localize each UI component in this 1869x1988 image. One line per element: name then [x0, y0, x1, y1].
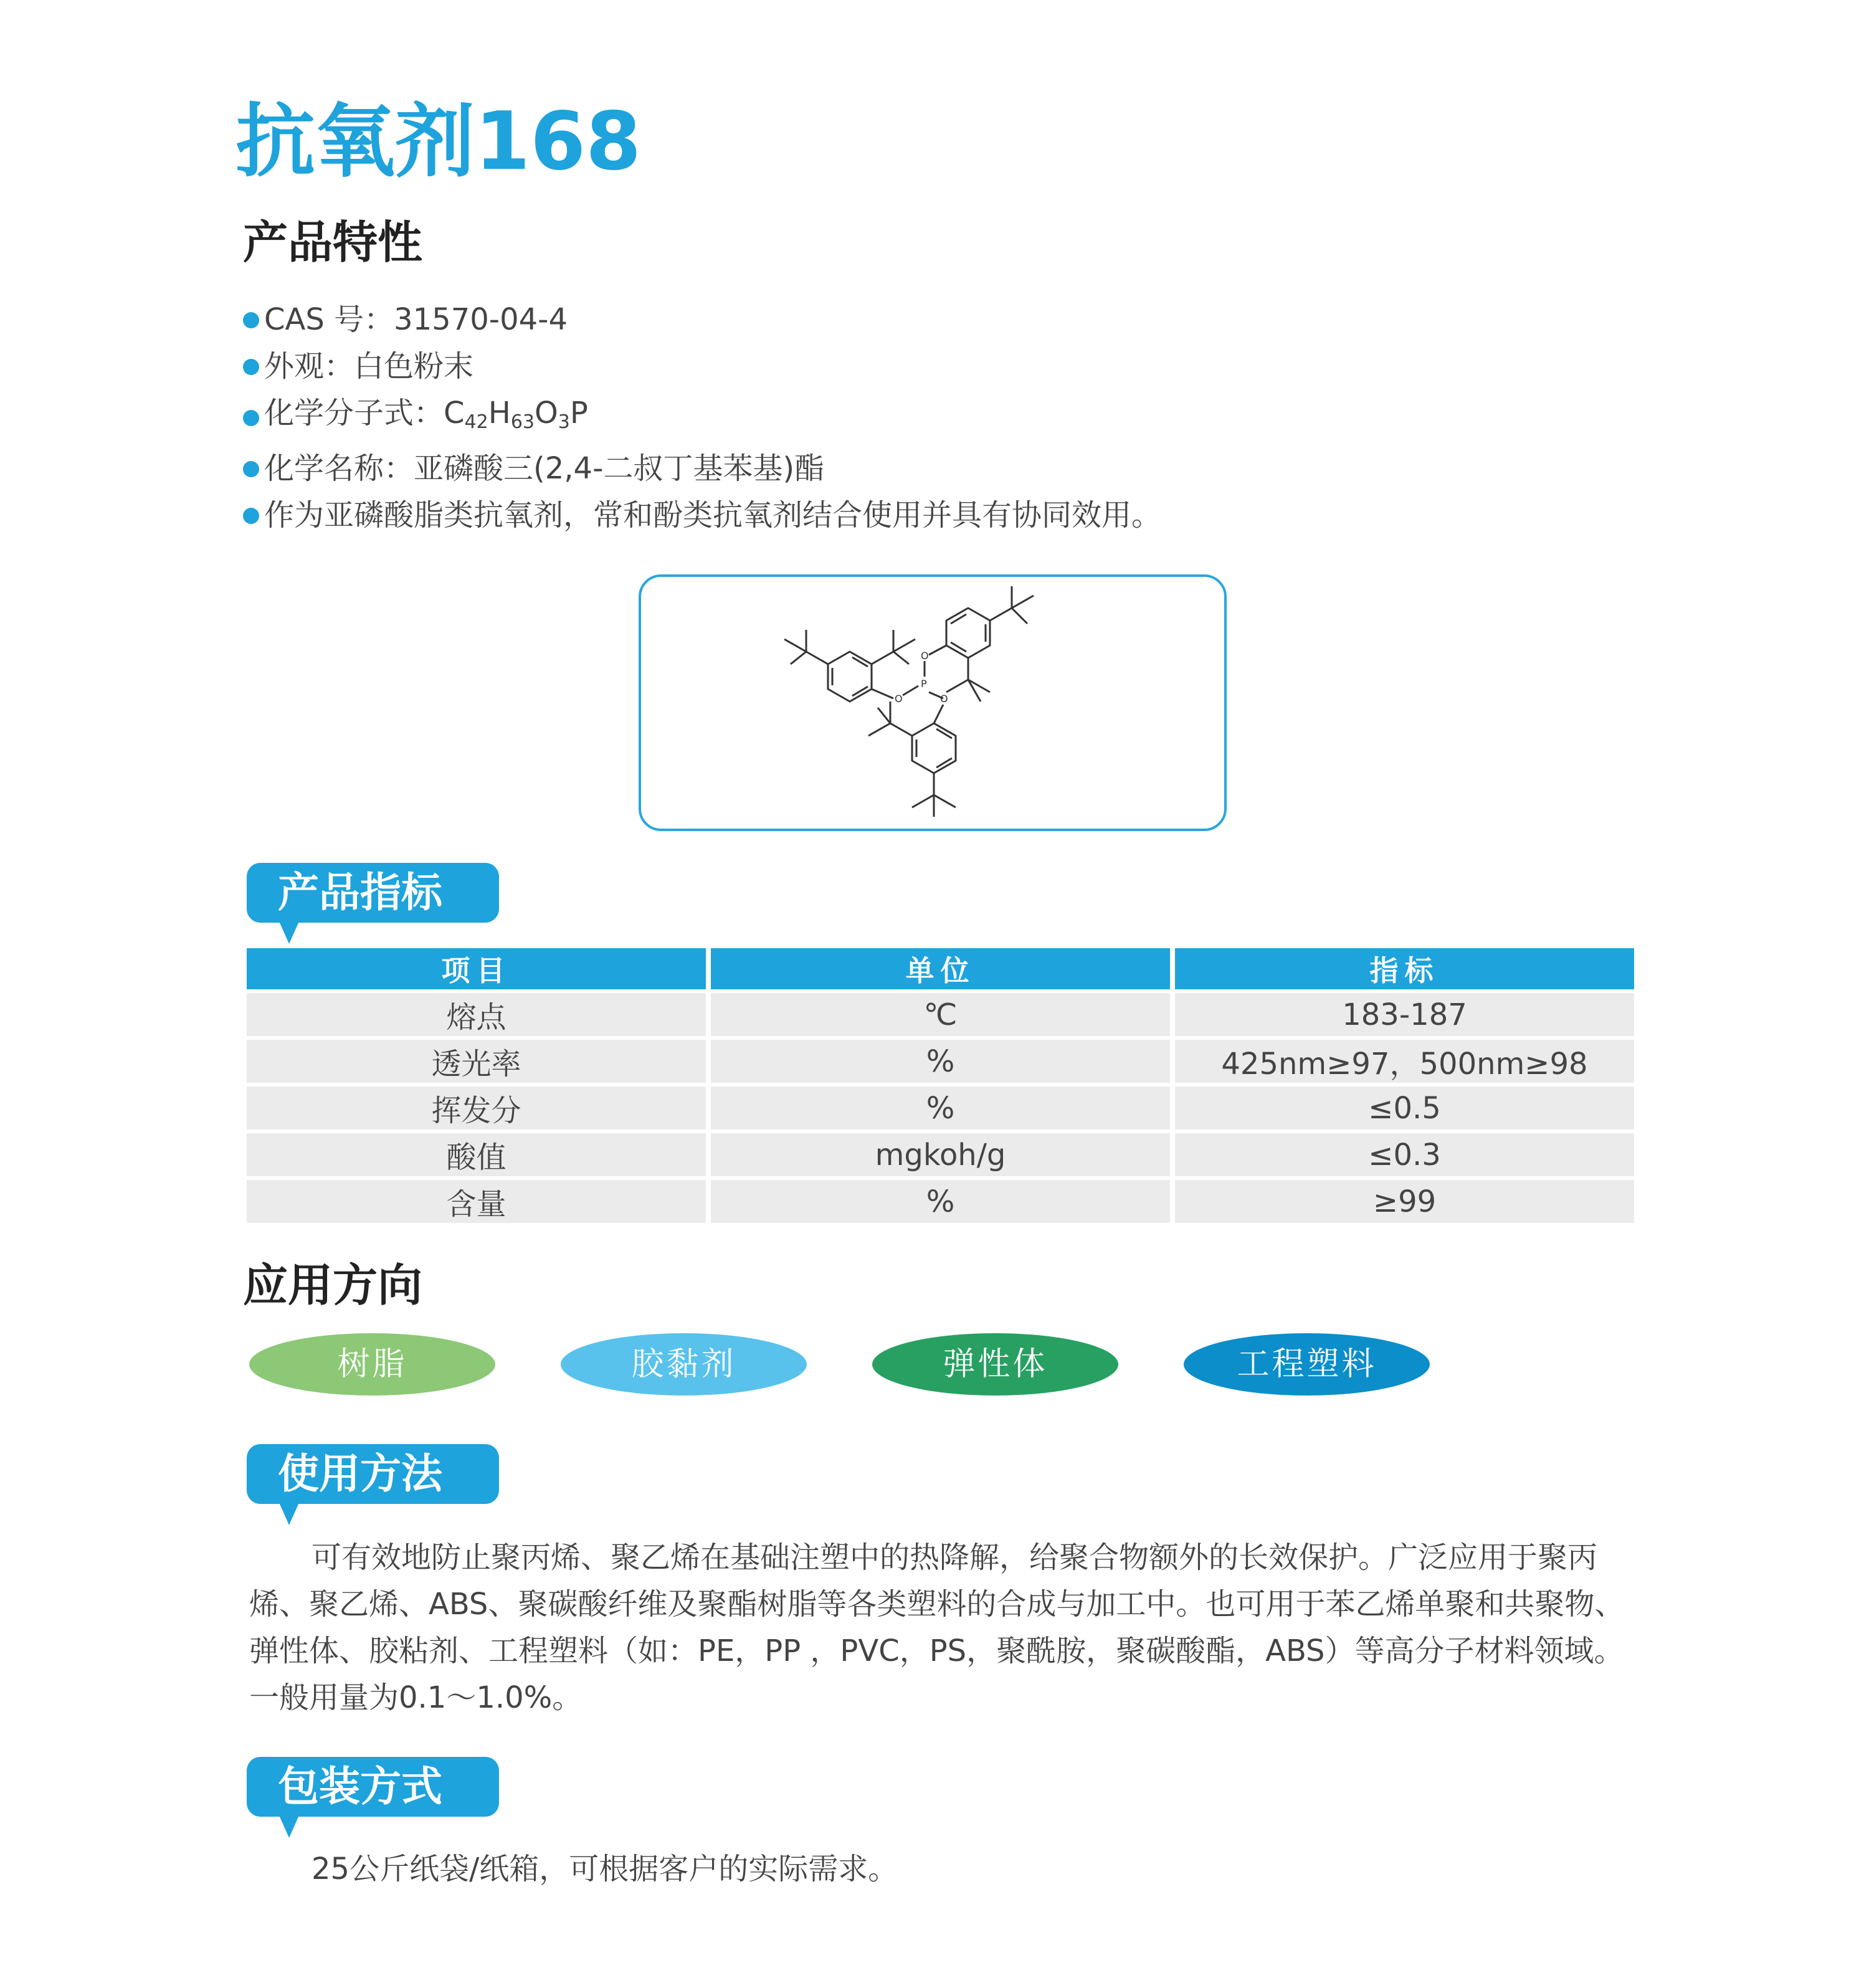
specs-section-label	[247, 863, 499, 923]
application-pill-elastomer: 弹性体	[872, 1333, 1118, 1396]
bullet-dot-icon	[243, 312, 259, 328]
molecular-formula: 化学分子式：$C_{42}H_{63}O_3P$	[264, 396, 588, 433]
phosphorus-atom: P	[921, 678, 927, 690]
table-row	[247, 1180, 1634, 1223]
oxygen-atom: O	[921, 650, 929, 662]
table-cell: %	[711, 1040, 1170, 1083]
table-cell: ≥99	[1175, 1180, 1634, 1223]
application-pill-resin: 树脂	[249, 1333, 495, 1396]
page-title: 抗氧剂168	[235, 95, 642, 188]
table-cell: ≤0.5	[1175, 1087, 1634, 1130]
list-item	[243, 390, 1161, 445]
packaging-section-label	[247, 1757, 499, 1817]
table-cell: ℃	[711, 993, 1170, 1036]
table-cell: ≤0.3	[1175, 1133, 1634, 1176]
list-item	[243, 297, 1161, 343]
table-cell: 酸值	[247, 1133, 706, 1176]
bullet-dot-icon	[243, 508, 259, 524]
application-pill-adhesive: 胶黏剂	[561, 1333, 807, 1396]
chemical-structure-box	[639, 574, 1227, 831]
list-item	[243, 492, 1161, 539]
table-cell: %	[711, 1087, 1170, 1130]
bullet-dot-icon	[243, 461, 259, 477]
features-list	[243, 297, 1161, 539]
applications-heading: 应用方向	[243, 1259, 423, 1311]
table-cell: 含量	[247, 1180, 706, 1223]
features-heading: 产品特性	[243, 216, 423, 269]
bullet-dot-icon	[243, 410, 259, 426]
column-header: 指标	[1175, 948, 1634, 989]
table-row	[247, 1133, 1634, 1176]
product-description: 作为亚磷酸脂类抗氧剂，常和酚类抗氧剂结合使用并具有协同效用。	[264, 498, 1162, 533]
packaging-text: 25公斤纸袋/纸箱，可根据客户的实际需求。	[312, 1852, 898, 1886]
appearance: 外观：白色粉末	[264, 349, 474, 384]
label-pointer-icon	[279, 921, 299, 944]
table-row	[247, 1087, 1634, 1130]
table-header-row	[247, 948, 1634, 989]
spec-table	[242, 944, 1639, 1227]
oxygen-atom: O	[895, 693, 903, 705]
table-cell: mgkoh/g	[711, 1133, 1170, 1176]
cas-number: CAS 号：31570-04-4	[264, 302, 568, 337]
chemical-structure-icon	[641, 577, 1229, 834]
chemical-name: 化学名称：亚磷酸三(2,4-二叔丁基苯基)酯	[264, 451, 825, 486]
label-pointer-icon	[279, 1503, 299, 1525]
list-item	[243, 445, 1161, 492]
table-cell: 透光率	[247, 1040, 706, 1083]
usage-section-label	[247, 1444, 499, 1504]
application-pill-engineering-plastics: 工程塑料	[1184, 1333, 1430, 1396]
table-row	[247, 1040, 1634, 1083]
table-row	[247, 993, 1634, 1036]
list-item	[243, 343, 1161, 390]
usage-paragraph: 可有效地防止聚丙烯、聚乙烯在基础注塑中的热降解，给聚合物额外的长效保护。广泛应用于聚丙烯、聚乙烯、ABS、聚碳酸纤维及聚酯树脂等各类塑料的合成与加工中。也可用于苯乙烯单聚和共聚物、弹性体、胶粘剂、工程塑料（如：PE，PP ，PVC，PS，聚酰胺，聚碳酸酯，ABS）等高分子材料领域。一般用量为0.1～1.0%。	[249, 1540, 1625, 1715]
table-cell: %	[711, 1180, 1170, 1223]
packaging-label-text: 包装方式	[278, 1762, 442, 1810]
table-cell: 425nm≥97，500nm≥98	[1175, 1040, 1634, 1083]
oxygen-atom: O	[940, 693, 948, 705]
label-pointer-icon	[279, 1815, 299, 1838]
column-header: 单位	[711, 948, 1170, 989]
table-cell: 挥发分	[247, 1087, 706, 1130]
bullet-dot-icon	[243, 359, 259, 375]
column-header: 项目	[247, 948, 706, 989]
table-cell: 183-187	[1175, 993, 1634, 1036]
table-cell: 熔点	[247, 993, 706, 1036]
specs-label-text: 产品指标	[278, 868, 442, 916]
usage-label-text: 使用方法	[278, 1450, 442, 1498]
